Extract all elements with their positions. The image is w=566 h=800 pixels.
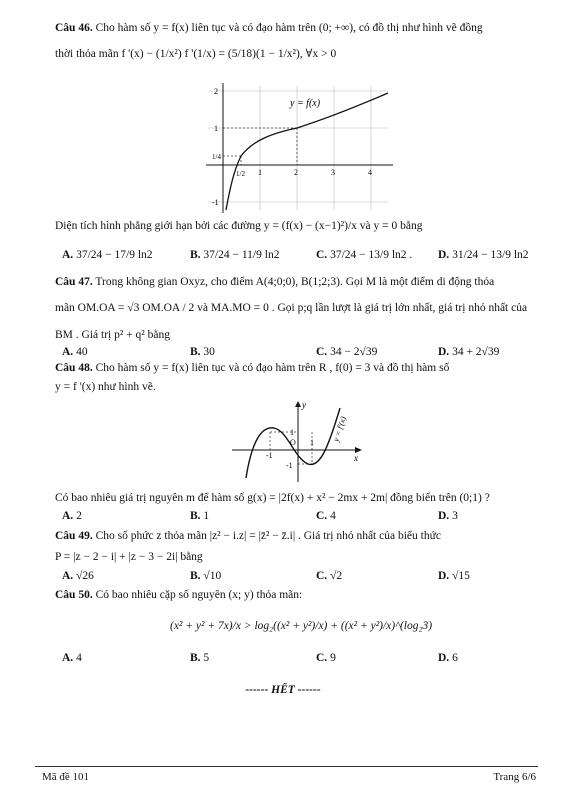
q47-option-a-text: 40 <box>76 346 88 358</box>
q50-option-b[interactable] <box>190 652 209 664</box>
q49-line2 <box>55 551 203 563</box>
q49-option-a-letter: A. <box>62 570 74 582</box>
q46-tick-x-2: 2 <box>294 168 298 177</box>
footer-page-number: Trang 6/6 <box>493 771 536 783</box>
q48-tick-1-x: 1 <box>310 438 314 447</box>
q47-option-d-letter: D. <box>438 346 450 358</box>
q46-tick-y-1: 1 <box>214 124 218 133</box>
q49-option-a[interactable] <box>62 570 94 582</box>
q46-option-d-letter: D. <box>438 249 450 261</box>
q50-option-a-letter: A. <box>62 652 74 664</box>
q46-tick-y-2: 2 <box>214 87 218 96</box>
q46-tick-y-neg1: -1 <box>212 198 219 207</box>
q50-option-b-text: 5 <box>203 652 210 664</box>
q48-option-a-letter: A. <box>62 510 74 522</box>
q48-tick-neg1-x: -1 <box>266 451 273 460</box>
q48-question <box>55 492 490 504</box>
q48-graph <box>228 398 368 486</box>
q47-text3: BM . Giá trị p² + q² bằng <box>55 329 170 341</box>
q46-option-a[interactable] <box>62 249 153 261</box>
q46-option-b[interactable] <box>190 249 279 261</box>
q49-option-c-text: √2 <box>330 570 343 582</box>
q46-option-d-text: 31/24 − 13/9 ln2 <box>452 249 529 261</box>
q47-option-b-text: 30 <box>203 346 215 358</box>
q48-graph-label: y = f'(x) <box>331 415 348 443</box>
q46-option-c[interactable] <box>316 249 412 261</box>
q50-option-d-text: 6 <box>452 652 458 664</box>
q46-option-c-text: 37/24 − 13/9 ln2 . <box>330 249 413 261</box>
q49-line1 <box>55 530 441 542</box>
q49-option-c[interactable] <box>316 570 342 582</box>
q46-tick-x-1: 1 <box>258 168 262 177</box>
q47-option-d[interactable] <box>438 346 499 358</box>
q47-option-c[interactable] <box>316 346 377 358</box>
q50-text1: Có bao nhiêu cặp số nguyên (x; y) thỏa mãn: <box>95 589 303 601</box>
q48-option-d-letter: D. <box>438 510 450 522</box>
q47-label: Câu 47. <box>55 276 93 288</box>
q46-label: Câu 46. <box>55 22 93 34</box>
q46-tick-x-3: 3 <box>331 168 335 177</box>
q47-line2 <box>55 302 527 314</box>
q50-option-c[interactable] <box>316 652 336 664</box>
q49-text2: P = |z − 2 − i| + |z − 3 − 2i| bằng <box>55 551 203 563</box>
q49-option-b-letter: B. <box>190 570 201 582</box>
q50-option-d[interactable] <box>438 652 458 664</box>
q46-option-a-text: 37/24 − 17/9 ln2 <box>76 249 153 261</box>
q47-option-c-text: 34 − 2√39 <box>330 346 378 358</box>
q49-option-d[interactable] <box>438 570 470 582</box>
q50-option-b-letter: B. <box>190 652 201 664</box>
q48-option-a-text: 2 <box>76 510 82 522</box>
q47-option-c-letter: C. <box>316 346 328 358</box>
q49-option-a-text: √26 <box>76 570 94 582</box>
q50-option-c-text: 9 <box>330 652 336 664</box>
q48-tick-1-y: 1 <box>290 428 294 437</box>
q47-text1: Trong không gian Oxyz, cho điểm A(4;0;0), B(1;2;3). Gọi M là một điểm di động thỏa <box>95 276 495 288</box>
q46-text1: Cho hàm số y = f(x) liên tục và có đạo hàm trên (0; +∞), có đồ thị như hình vẽ đồng <box>95 22 483 34</box>
q46-text2: thời thỏa mãn f '(x) − (1/x²) f '(1/x) = (5/18)(1 − 1/x²), ∀x > 0 <box>55 48 337 60</box>
q48-origin: O <box>290 438 296 447</box>
q48-option-b-text: 1 <box>203 510 210 522</box>
q48-tick-neg1-y: -1 <box>286 461 293 470</box>
q46-option-b-text: 37/24 − 11/9 ln2 <box>203 249 280 261</box>
q47-option-d-text: 34 + 2√39 <box>452 346 500 358</box>
q50-option-c-letter: C. <box>316 652 328 664</box>
q47-option-a-letter: A. <box>62 346 74 358</box>
end-marker: ------ HẾT ------ <box>245 684 321 696</box>
q47-line1 <box>55 276 494 288</box>
q49-option-b[interactable] <box>190 570 221 582</box>
q50-line1 <box>55 589 302 601</box>
q48-line2 <box>55 381 156 393</box>
q47-text2: mãn OM.OA = √3 OM.OA / 2 và MA.MO = 0 . Gọi p;q lần lượt là giá trị lớn nhất, giá trị nhỏ nhất của <box>55 302 528 314</box>
q49-option-b-text: √10 <box>203 570 222 582</box>
q48-axis-x: x <box>354 453 358 463</box>
q46-question <box>55 220 422 232</box>
q48-option-b-letter: B. <box>190 510 201 522</box>
q46-option-b-letter: B. <box>190 249 201 261</box>
q49-option-d-text: √15 <box>452 570 470 582</box>
q50-option-a-text: 4 <box>76 652 82 664</box>
q46-question-text: Diện tích hình phẳng giới hạn bởi các đường y = (f(x) − (x−1)²)/x và y = 0 bằng <box>55 220 423 232</box>
q48-axis-y: y <box>302 400 306 410</box>
footer-exam-code: Mã đề 101 <box>42 771 90 783</box>
q49-label: Câu 49. <box>55 530 93 542</box>
q46-line1 <box>55 22 483 34</box>
q48-option-b[interactable] <box>190 510 209 522</box>
q50-formula-text: (x² + y² + 7x)/x > log₂((x² + y²)/x) + ((x² + y²)/x)^(log₂3) <box>170 620 433 632</box>
q49-text1: Cho số phức z thỏa mãn |z² − i.z| = |z̄² − z̄.i| . Giá trị nhỏ nhất của biểu thức <box>95 530 441 542</box>
q47-option-b[interactable] <box>190 346 215 358</box>
q50-option-a[interactable] <box>62 652 82 664</box>
q46-line2 <box>55 46 336 60</box>
q46-graph-label: y = f(x) <box>290 98 321 109</box>
q48-option-c-letter: C. <box>316 510 328 522</box>
q46-tick-y-quarter: 1/4 <box>212 153 221 161</box>
q50-formula <box>170 620 432 632</box>
q48-option-a[interactable] <box>62 510 82 522</box>
q50-option-d-letter: D. <box>438 652 450 664</box>
q50-label: Câu 50. <box>55 589 93 601</box>
q47-option-a[interactable] <box>62 346 88 358</box>
q46-option-c-letter: C. <box>316 249 328 261</box>
q49-option-d-letter: D. <box>438 570 450 582</box>
q48-option-c-text: 4 <box>330 510 336 522</box>
footer-divider <box>35 766 538 767</box>
q48-option-d-text: 3 <box>452 510 458 522</box>
q47-option-b-letter: B. <box>190 346 201 358</box>
q48-text1: Cho hàm số y = f(x) liên tục và có đạo hàm trên R , f(0) = 3 và đồ thị hàm số <box>95 362 450 374</box>
q48-question-text: Có bao nhiêu giá trị nguyên m để hàm số g(x) = |2f(x) + x² − 2mx + 2m| đồng biến trên (0;1) ? <box>55 492 490 504</box>
q46-option-a-letter: A. <box>62 249 74 261</box>
q48-option-c[interactable] <box>316 510 336 522</box>
q48-text2: y = f '(x) như hình vẽ. <box>55 381 156 393</box>
q46-tick-x-half: 1/2 <box>236 170 245 178</box>
q48-line1 <box>55 362 449 374</box>
q46-option-d[interactable] <box>438 249 529 261</box>
q48-option-d[interactable] <box>438 510 458 522</box>
q48-label: Câu 48. <box>55 362 93 374</box>
q46-graph <box>198 78 398 216</box>
q46-tick-x-4: 4 <box>368 168 372 177</box>
q49-option-c-letter: C. <box>316 570 328 582</box>
q47-line3 <box>55 329 170 341</box>
